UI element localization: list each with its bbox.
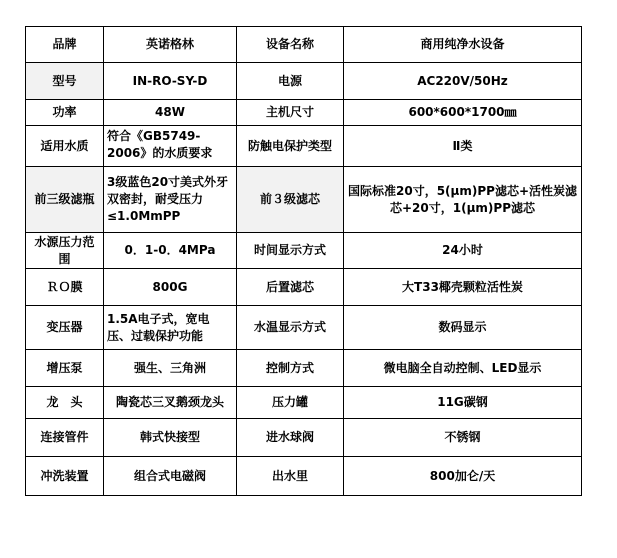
- value-cell: 24小时: [344, 233, 582, 269]
- label-cell: 设备名称: [237, 27, 344, 63]
- value-cell: Ⅱ类: [344, 126, 582, 167]
- value-cell: 国际标准20寸，5(μm)PP滤芯+活性炭滤芯+20寸，1(μm)PP滤芯: [344, 167, 582, 233]
- value-cell: 数码显示: [344, 306, 582, 350]
- value-cell: 强生、三角洲: [104, 350, 237, 387]
- spec-table: [25, 26, 582, 496]
- table-row: [26, 167, 582, 233]
- value-cell: 600*600*1700㎜: [344, 100, 582, 126]
- value-cell: 组合式电磁阀: [104, 457, 237, 496]
- spec-sheet: [25, 26, 582, 496]
- label-cell: ＲＯ膜: [26, 269, 104, 306]
- label-cell: 控制方式: [237, 350, 344, 387]
- value-cell: AC220V/50Hz: [344, 63, 582, 100]
- value-cell: 英诺格林: [104, 27, 237, 63]
- value-cell: 韩式快接型: [104, 419, 237, 457]
- label-cell: 前３级滤芯: [237, 167, 344, 233]
- value-cell: 不锈钢: [344, 419, 582, 457]
- value-cell: 符合《GB5749-2006》的水质要求: [104, 126, 237, 167]
- table-row: [26, 419, 582, 457]
- table-row: [26, 457, 582, 496]
- label-cell: 适用水质: [26, 126, 104, 167]
- value-cell: 大T33椰壳颗粒活性炭: [344, 269, 582, 306]
- label-cell: 冲洗装置: [26, 457, 104, 496]
- label-cell: 龙 头: [26, 387, 104, 419]
- table-row: [26, 63, 582, 100]
- label-cell: 增压泵: [26, 350, 104, 387]
- label-cell: 主机尺寸: [237, 100, 344, 126]
- table-row: [26, 126, 582, 167]
- table-row: [26, 387, 582, 419]
- table-row: [26, 100, 582, 126]
- value-cell: IN-RO-SY-D: [104, 63, 237, 100]
- label-cell: 连接管件: [26, 419, 104, 457]
- label-cell: 水温显示方式: [237, 306, 344, 350]
- label-cell: 压力罐: [237, 387, 344, 419]
- label-cell: 后置滤芯: [237, 269, 344, 306]
- table-row: [26, 306, 582, 350]
- value-cell: 0．1-0．4MPa: [104, 233, 237, 269]
- value-cell: 48W: [104, 100, 237, 126]
- label-cell: 进水球阀: [237, 419, 344, 457]
- label-cell: 出水里: [237, 457, 344, 496]
- table-row: [26, 269, 582, 306]
- label-cell: 品牌: [26, 27, 104, 63]
- label-cell: 防触电保护类型: [237, 126, 344, 167]
- label-cell: 变压器: [26, 306, 104, 350]
- label-cell: 水源压力范围: [26, 233, 104, 269]
- table-row: [26, 350, 582, 387]
- label-cell: 时间显示方式: [237, 233, 344, 269]
- value-cell: 1.5A电子式，宽电压、过载保护功能: [104, 306, 237, 350]
- label-cell: 电源: [237, 63, 344, 100]
- value-cell: 11G碳钢: [344, 387, 582, 419]
- value-cell: 商用纯净水设备: [344, 27, 582, 63]
- value-cell: 800加仑/天: [344, 457, 582, 496]
- table-row: [26, 233, 582, 269]
- label-cell: 功率: [26, 100, 104, 126]
- label-cell: 型号: [26, 63, 104, 100]
- value-cell: 微电脑全自动控制、LED显示: [344, 350, 582, 387]
- label-cell: 前三级滤瓶: [26, 167, 104, 233]
- value-cell: 3级蓝色20寸美式外牙双密封，耐受压力≤1.0MmPP: [104, 167, 237, 233]
- value-cell: 800G: [104, 269, 237, 306]
- value-cell: 陶瓷芯三叉鹅颈龙头: [104, 387, 237, 419]
- table-row: [26, 27, 582, 63]
